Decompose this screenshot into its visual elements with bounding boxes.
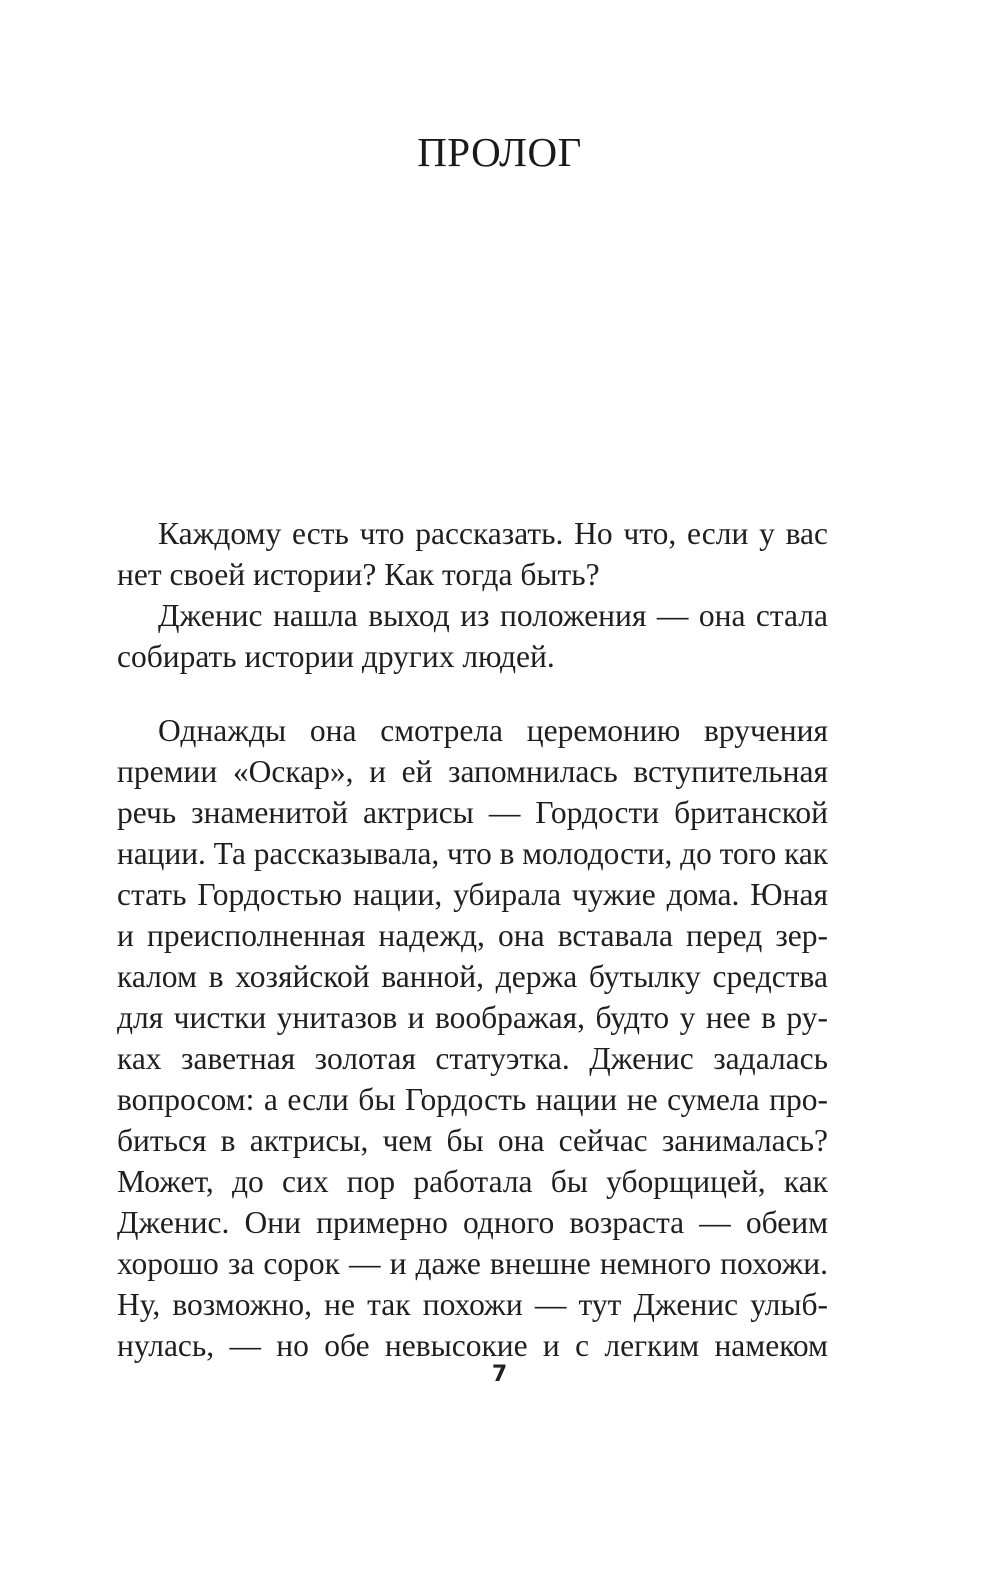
- text-line: Ну, возможно, не так похожи — тут Дженис улыб-: [117, 1287, 828, 1322]
- text-line: Дженис нашла выход из положения — она стала: [158, 598, 828, 633]
- text-line: речь знаменитой актрисы — Гордости британской: [117, 795, 828, 830]
- text-line: для чистки унитазов и воображая, будто у нее в ру-: [117, 1000, 828, 1035]
- text-line: Каждому есть что рассказать. Но что, если у вас: [158, 516, 828, 551]
- page-number: 7: [491, 1362, 508, 1387]
- text-line: нет своей истории? Как тогда быть?: [117, 557, 600, 592]
- text-line: калом в хозяйской ванной, держа бутылку средства: [117, 959, 828, 994]
- text-line: вопросом: а если бы Гордость нации не сумела про-: [117, 1082, 828, 1117]
- text-line: собирать истории других людей.: [117, 639, 555, 674]
- text-line: ках заветная золотая статуэтка. Дженис задалась: [117, 1041, 828, 1076]
- text-line: Дженис. Они примерно одного возраста — обеим: [117, 1205, 828, 1240]
- text-line: нации. Та рассказывала, что в молодости, до того как: [117, 836, 828, 871]
- text-line: премии «Оскар», и ей запомнилась вступительная: [117, 754, 828, 789]
- chapter-title: ПРОЛОГ: [417, 129, 582, 175]
- text-line: Однажды она смотрела церемонию вручения: [158, 713, 828, 748]
- text-line: нулась, — но обе невысокие и с легким намеком: [117, 1328, 828, 1363]
- text-line: Может, до сих пор работала бы уборщицей, как: [117, 1164, 828, 1199]
- text-line: и преисполненная надежд, она вставала перед зер-: [117, 918, 828, 953]
- text-line: стать Гордостью нации, убирала чужие дома. Юная: [117, 877, 828, 912]
- text-line: биться в актрисы, чем бы она сейчас занималась?: [117, 1123, 828, 1158]
- text-line: хорошо за сорок — и даже внешне немного похожи.: [117, 1246, 828, 1281]
